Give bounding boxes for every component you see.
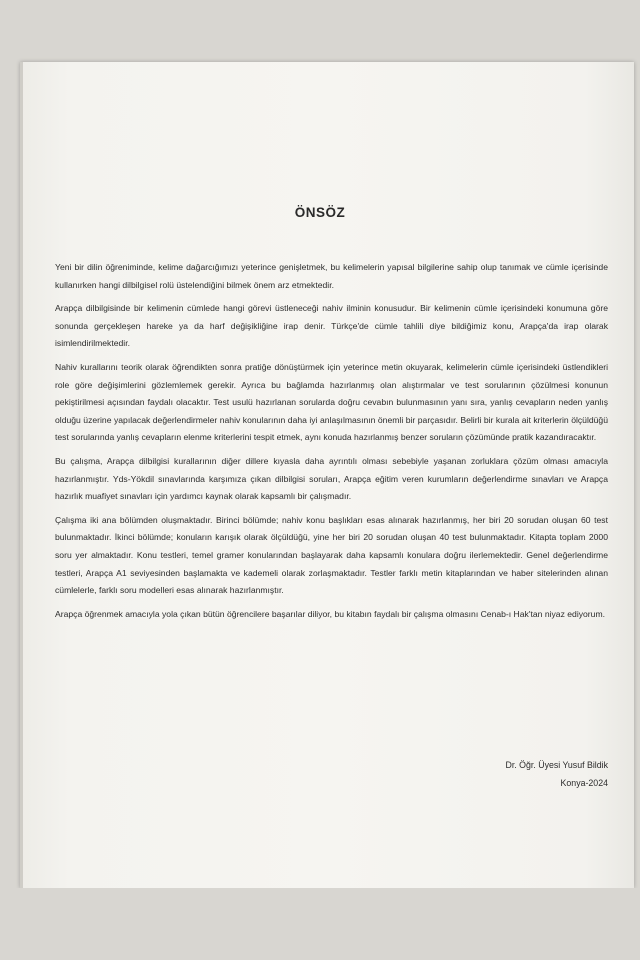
page-title: ÖNSÖZ: [294, 205, 346, 220]
paragraph-4: Bu çalışma, Arapça dilbilgisi kurallarının diğer dillere kıyasla daha ayrıntılı olması sebebiyle yaşanan zorluklara çözüm olması amacıyla hazırlanmıştır. Yds-Yökdil sınavlarında karşımıza çıkan dilbilgisi soruları, Arapça eğitim veren kurumların değerlendirme sınavları ve Arapça hazırlık muafiyet sınavları için yardımcı kaynak olarak kapsamlı bir çalışmadır.: [55, 455, 608, 502]
preface-body: [55, 259, 608, 629]
signature-block: [505, 756, 608, 792]
paragraph-2: Arapça dilbilgisinde bir kelimenin cümlede hangi görevi üstleneceği nahiv ilminin konusudur. Bir kelimenin cümle içerisindeki konumuna göre sonunda gerçekleşen hareke ya da harf değişikliğine irap denir. Türkçe'de cümle tahlili diye bildiğimiz konu, Arapça'da irap olarak isimlendirilmektedir.: [55, 303, 608, 349]
background-surface: [0, 888, 640, 960]
place-date: Konya-2024: [560, 778, 608, 788]
page-binding-edge: [20, 62, 23, 888]
author-name: Dr. Öğr. Üyesi Yusuf Bildik: [505, 760, 608, 770]
paragraph-1: Yeni bir dilin öğreniminde, kelime dağarcığımızı yeterince genişletmek, bu kelimelerin yapısal bilgilerine sahip olup tanımak ve cümle içerisinde kullanırken hangi dilbilgisel rolü üstelendiğini bilmek önem arz etmektedir.: [55, 262, 608, 290]
paragraph-6: Arapça öğrenmek amacıyla yola çıkan bütün öğrencilere başarılar diliyor, bu kitabın faydalı bir çalışma olmasını Cenab-ı Hak'tan niyaz ediyorum.: [55, 608, 605, 619]
paragraph-5: Çalışma iki ana bölümden oluşmaktadır. Birinci bölümde; nahiv konu başlıkları esas alınarak hazırlanmış, her biri 20 sorudan oluşan 60 test bulunmaktadır. İkinci bölümde; konuların karışık olarak ölçüldüğü, yine her biri 20 sorudan oluşan 40 test bulunmaktadır. Kitapta toplam 2000 soru yer almaktadır. Konu testleri, temel gramer konularından başlayarak daha kapsamlı konulara doğru ilerlemektedir. Genel değerlendirme testleri, Arapça A1 seviyesinden başlamakta ve kademeli olarak zorlaşmaktadır. Testler farklı metin kitaplarından ve haber sitelerinden alınan cümlelerle, farklı soru modelleri esas alınarak hazırlanmıştır.: [55, 514, 608, 596]
paragraph-3: Nahiv kurallarını teorik olarak öğrendikten sonra pratiğe dönüştürmek için yeterince metin okuyarak, kelimelerin cümle içerisindeki üstlendikleri role göre değişimlerini gözlemlemek gerekir. Ayrıca bu bağlamda hazırlanmış olan alıştırmalar ve test sorularının çözülmesi konunun pekiştirilmesi açısından faydalı olacaktır. Test usulü hazırlanan sorularda doğru cevabın bulunmasının yanı sıra, yanlış cevapların neden yanlış olduğu üzerine yapılacak değerlendirmeler nahiv konularının daha iyi anlaşılmasının önemli bir parçasıdır. Belirli bir kurala ait kriterlerin ölçüldüğü test sorularında yanlış cevapların elenme kriterlerini tespit etmek, aynı konuda hazırlanmış benzer soruların çözümünde pratik kazandıracaktır.: [55, 361, 608, 443]
